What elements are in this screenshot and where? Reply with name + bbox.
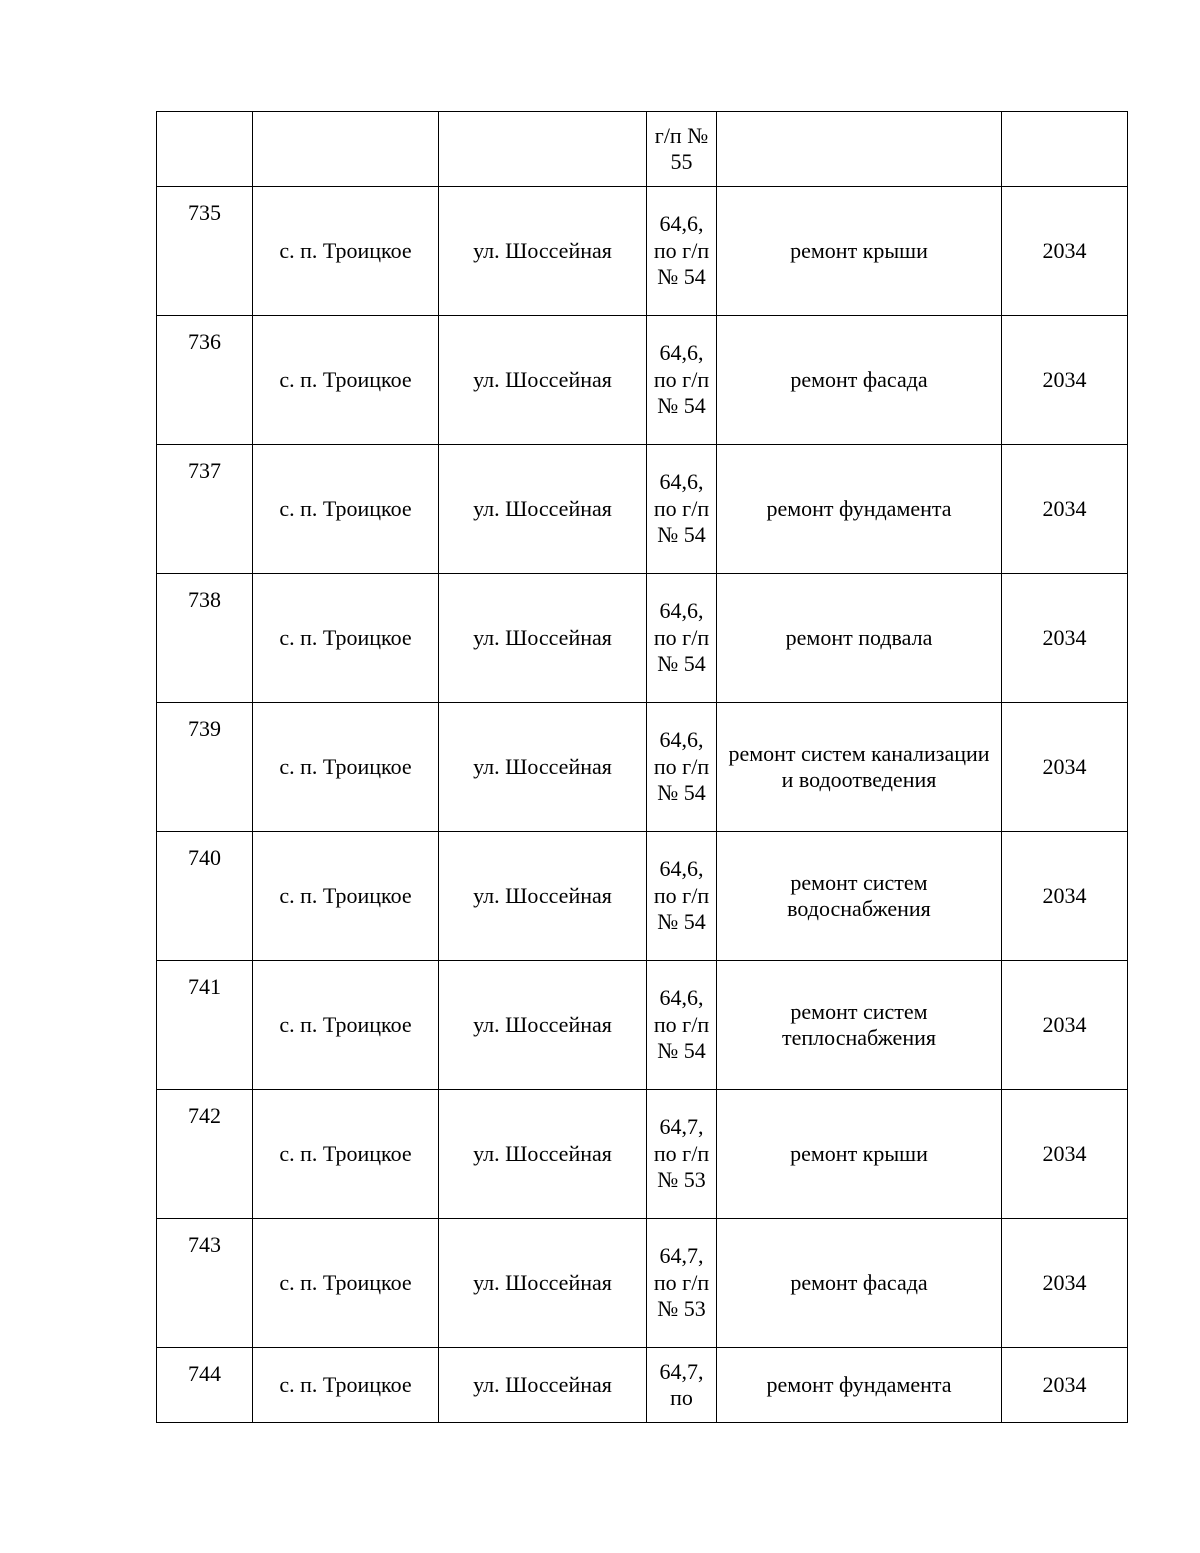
year-cell: 2034 <box>1002 316 1128 445</box>
row-number-cell: 737 <box>157 445 253 574</box>
settlement-cell: с. п. Троицкое <box>253 1348 439 1423</box>
street-cell: ул. Шоссейная <box>439 1219 647 1348</box>
street-cell: ул. Шоссейная <box>439 961 647 1090</box>
work-type-cell: ремонт фасада <box>717 1219 1002 1348</box>
row-number-cell: 744 <box>157 1348 253 1423</box>
work-type-cell: ремонт подвала <box>717 574 1002 703</box>
year-cell: 2034 <box>1002 187 1128 316</box>
settlement-cell: с. п. Троицкое <box>253 1090 439 1219</box>
house-cell: 64,7, по г/п № 53 <box>647 1219 717 1348</box>
settlement-cell: с. п. Троицкое <box>253 316 439 445</box>
row-number-cell: 739 <box>157 703 253 832</box>
table-row <box>157 1219 1128 1348</box>
row-number-cell: 741 <box>157 961 253 1090</box>
year-cell <box>1002 112 1128 187</box>
settlement-cell: с. п. Троицкое <box>253 574 439 703</box>
street-cell: ул. Шоссейная <box>439 832 647 961</box>
repair-schedule-table <box>156 111 1128 1423</box>
work-type-cell: ремонт фундамента <box>717 1348 1002 1423</box>
street-cell: ул. Шоссейная <box>439 703 647 832</box>
house-cell: 64,7, по г/п № 53 <box>647 1090 717 1219</box>
work-type-cell: ремонт систем теплоснабжения <box>717 961 1002 1090</box>
year-cell: 2034 <box>1002 574 1128 703</box>
house-cell: г/п № 55 <box>647 112 717 187</box>
street-cell: ул. Шоссейная <box>439 187 647 316</box>
table-row <box>157 961 1128 1090</box>
street-cell: ул. Шоссейная <box>439 316 647 445</box>
house-cell: 64,6, по г/п № 54 <box>647 703 717 832</box>
table-row <box>157 112 1128 187</box>
house-cell: 64,6, по г/п № 54 <box>647 187 717 316</box>
row-number-cell: 742 <box>157 1090 253 1219</box>
year-cell: 2034 <box>1002 445 1128 574</box>
work-type-cell: ремонт фундамента <box>717 445 1002 574</box>
table-row <box>157 703 1128 832</box>
street-cell: ул. Шоссейная <box>439 1090 647 1219</box>
work-type-cell: ремонт фасада <box>717 316 1002 445</box>
row-number-cell: 740 <box>157 832 253 961</box>
table-row <box>157 187 1128 316</box>
row-number-cell: 743 <box>157 1219 253 1348</box>
year-cell: 2034 <box>1002 961 1128 1090</box>
year-cell: 2034 <box>1002 832 1128 961</box>
settlement-cell: с. п. Троицкое <box>253 1219 439 1348</box>
year-cell: 2034 <box>1002 1219 1128 1348</box>
row-number-cell <box>157 112 253 187</box>
work-type-cell: ремонт систем водоснабжения <box>717 832 1002 961</box>
house-cell: 64,7, по <box>647 1348 717 1423</box>
settlement-cell: с. п. Троицкое <box>253 832 439 961</box>
work-type-cell: ремонт систем канализации и водоотведения <box>717 703 1002 832</box>
table-row <box>157 1348 1128 1423</box>
house-cell: 64,6, по г/п № 54 <box>647 445 717 574</box>
house-cell: 64,6, по г/п № 54 <box>647 574 717 703</box>
settlement-cell: с. п. Троицкое <box>253 187 439 316</box>
row-number-cell: 735 <box>157 187 253 316</box>
year-cell: 2034 <box>1002 703 1128 832</box>
row-number-cell: 736 <box>157 316 253 445</box>
settlement-cell: с. п. Троицкое <box>253 703 439 832</box>
work-type-cell <box>717 112 1002 187</box>
street-cell: ул. Шоссейная <box>439 574 647 703</box>
street-cell: ул. Шоссейная <box>439 445 647 574</box>
table-row <box>157 1090 1128 1219</box>
table-row <box>157 445 1128 574</box>
table-row <box>157 574 1128 703</box>
street-cell <box>439 112 647 187</box>
settlement-cell: с. п. Троицкое <box>253 961 439 1090</box>
house-cell: 64,6, по г/п № 54 <box>647 832 717 961</box>
table-row <box>157 832 1128 961</box>
year-cell: 2034 <box>1002 1090 1128 1219</box>
settlement-cell <box>253 112 439 187</box>
work-type-cell: ремонт крыши <box>717 187 1002 316</box>
year-cell: 2034 <box>1002 1348 1128 1423</box>
street-cell: ул. Шоссейная <box>439 1348 647 1423</box>
settlement-cell: с. п. Троицкое <box>253 445 439 574</box>
table-row <box>157 316 1128 445</box>
house-cell: 64,6, по г/п № 54 <box>647 316 717 445</box>
work-type-cell: ремонт крыши <box>717 1090 1002 1219</box>
row-number-cell: 738 <box>157 574 253 703</box>
house-cell: 64,6, по г/п № 54 <box>647 961 717 1090</box>
